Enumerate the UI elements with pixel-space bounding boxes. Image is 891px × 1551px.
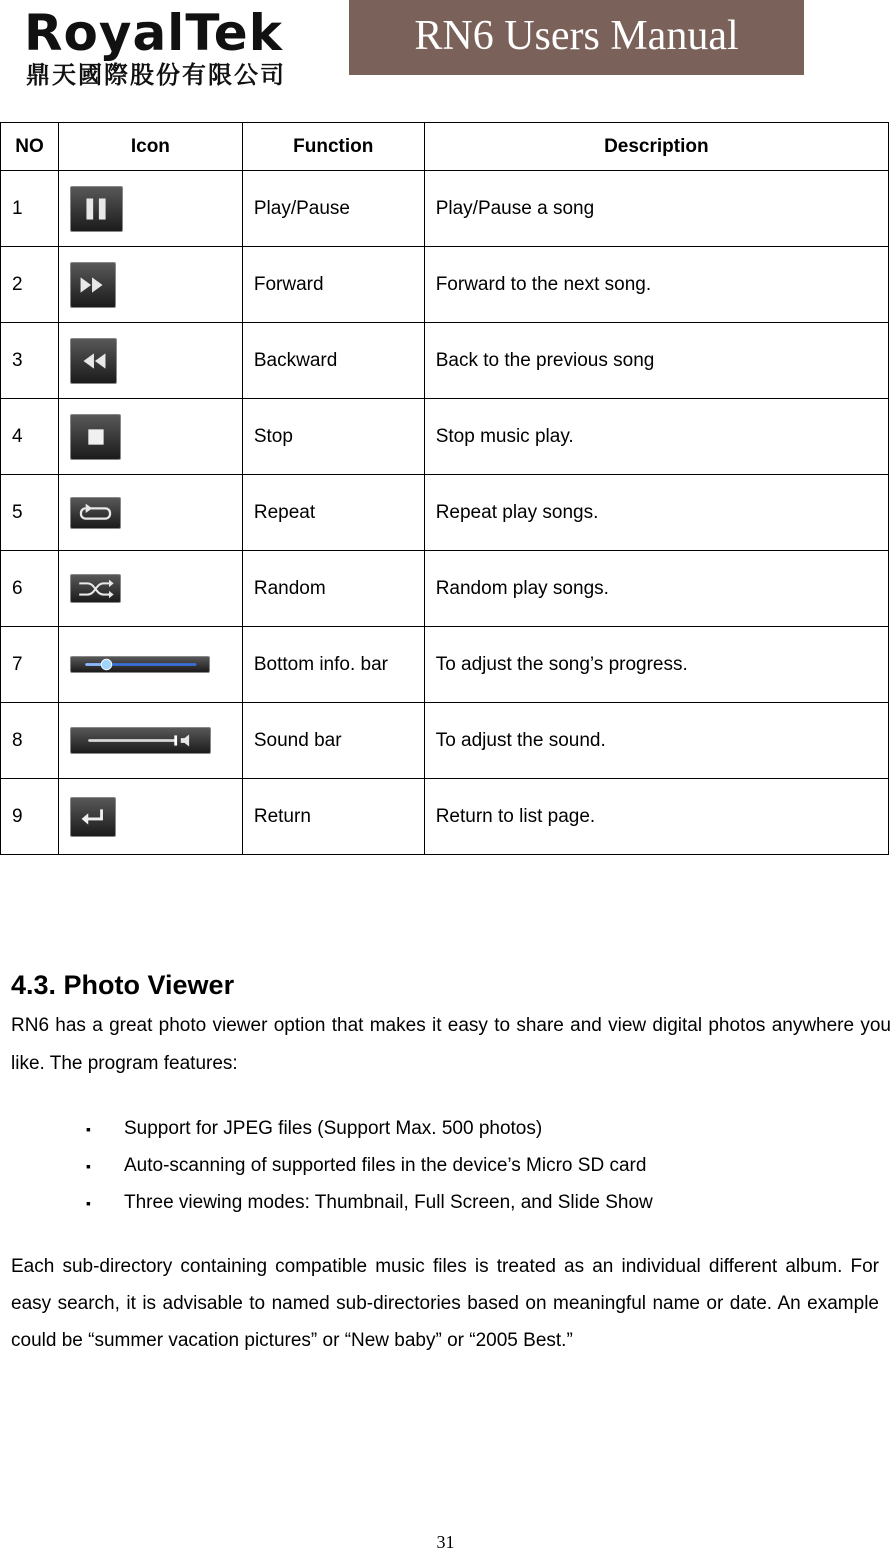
header-description: Description (424, 123, 888, 171)
repeat-icon (70, 497, 121, 529)
row-no: 7 (1, 627, 59, 703)
logo-text-zh: 鼎天國際股份有限公司 (26, 61, 286, 89)
row-description: Stop music play. (424, 399, 888, 475)
table-row (1, 703, 889, 779)
row-function: Bottom info. bar (242, 627, 424, 703)
table-row (1, 399, 889, 475)
row-function: Stop (242, 399, 424, 475)
row-function: Play/Pause (242, 171, 424, 247)
feature-text: Auto-scanning of supported files in the device’s Micro SD card (124, 1155, 647, 1176)
table-row (1, 551, 889, 627)
row-function: Backward (242, 323, 424, 399)
row-no: 1 (1, 171, 59, 247)
row-function: Sound bar (242, 703, 424, 779)
row-description: Back to the previous song (424, 323, 888, 399)
bullet-icon: ▪ (86, 1158, 91, 1174)
list-item (86, 1147, 653, 1184)
row-description: Play/Pause a song (424, 171, 888, 247)
table-row (1, 247, 889, 323)
feature-text: Support for JPEG files (Support Max. 500 photos) (124, 1118, 543, 1139)
progress-bar-icon (70, 656, 210, 673)
table-row (1, 171, 889, 247)
row-description: To adjust the song’s progress. (424, 627, 888, 703)
feature-text: Three viewing modes: Thumbnail, Full Screen, and Slide Show (124, 1192, 653, 1213)
row-function: Repeat (242, 475, 424, 551)
row-description: Random play songs. (424, 551, 888, 627)
manual-title: RN6 Users Manual (349, 0, 804, 75)
list-item (86, 1110, 653, 1147)
header-no: NO (1, 123, 59, 171)
row-function: Return (242, 779, 424, 855)
table-row (1, 323, 889, 399)
table-header-row (1, 123, 889, 171)
row-no: 9 (1, 779, 59, 855)
row-no: 2 (1, 247, 59, 323)
row-no: 8 (1, 703, 59, 779)
section-title: 4.3. Photo Viewer (11, 970, 235, 1000)
icon-function-table (0, 122, 889, 855)
shuffle-icon (70, 574, 121, 603)
stop-icon (70, 414, 121, 460)
list-item (86, 1184, 653, 1221)
bullet-icon: ▪ (86, 1195, 91, 1211)
header-icon: Icon (58, 123, 242, 171)
row-function: Forward (242, 247, 424, 323)
header-function: Function (242, 123, 424, 171)
forward-icon (70, 262, 116, 308)
row-no: 3 (1, 323, 59, 399)
section-body: Each sub-directory containing compatible music files is treated as an individual different album. For easy search, it is advisable to named sub-directories based on meaningful name or date. An example could be “summer vacation pictures” or “New baby” or “2005 Best.” (11, 1256, 879, 1351)
table-row (1, 475, 889, 551)
page-number: 31 (436, 1532, 455, 1551)
row-function: Random (242, 551, 424, 627)
royaltek-logo (24, 6, 324, 90)
row-no: 5 (1, 475, 59, 551)
backward-icon (70, 338, 117, 384)
return-icon (70, 797, 116, 837)
row-description: Forward to the next song. (424, 247, 888, 323)
logo-text-en: RoyalTek (24, 4, 283, 62)
bullet-icon: ▪ (86, 1121, 91, 1137)
row-description: Return to list page. (424, 779, 888, 855)
table-row (1, 627, 889, 703)
volume-bar-icon (70, 727, 211, 754)
table-row (1, 779, 889, 855)
row-no: 6 (1, 551, 59, 627)
section-intro: RN6 has a great photo viewer option that makes it easy to share and view digital photos anywhere you like. The program features: (11, 1015, 891, 1074)
feature-list (86, 1110, 653, 1221)
row-description: Repeat play songs. (424, 475, 888, 551)
pause-icon (70, 186, 123, 232)
row-no: 4 (1, 399, 59, 475)
row-description: To adjust the sound. (424, 703, 888, 779)
